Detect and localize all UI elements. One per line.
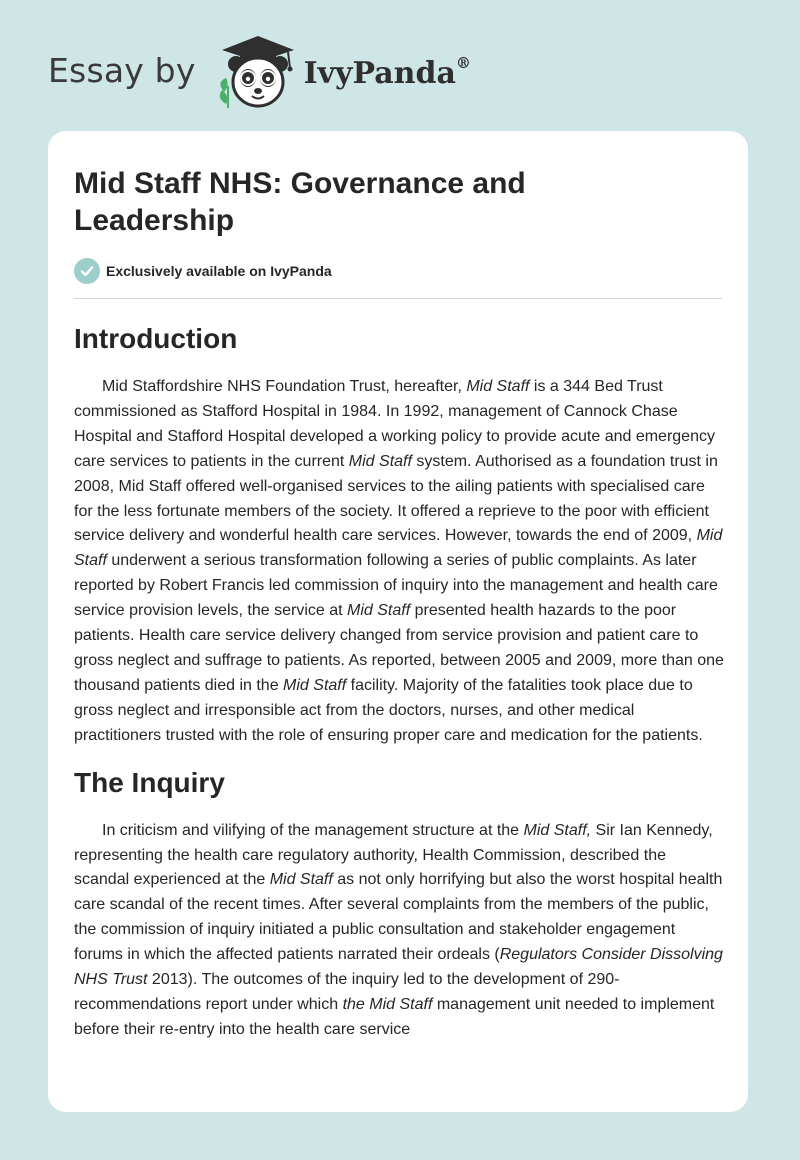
text-run: underwent a serious transformation following a series of public complaints. As later reported by Robert Francis led commission of inquiry into the management and health care service provision levels, the service at (74, 552, 718, 620)
italic-text: Mid Staff (348, 452, 412, 470)
text-run: system. Authorised as a foundation trust in 2008, Mid Staff offered well-organised services to the ailing patients with specialised care for the less fortunate members of the society. It offered a reprieve to the poor with efficient service delivery and wonderful health care services. However, towards the end of 2009, (74, 452, 718, 545)
site-header (48, 34, 508, 110)
divider (74, 298, 722, 299)
text-run: 2013). The outcomes of the inquiry led to the development of 290-recommendations report under which (74, 971, 620, 1013)
italic-text: Mid Staff, (523, 821, 592, 839)
text-run: Mid Staffordshire NHS Foundation Trust, hereafter, (102, 378, 467, 395)
section-paragraph-inquiry (74, 819, 724, 1043)
text-run: is a 344 Bed Trust commissioned as Stafford Hospital in 1984. In 1992, management of Cannock Chase Hospital and Stafford Hospital developed a working policy to provide acute and emergency care services to patients in the current (74, 378, 715, 470)
italic-text: Regulators Consider Dissolving NHS Trust (74, 946, 723, 989)
italic-text: Mid Staff (347, 602, 411, 620)
italic-text: Mid Staff (74, 527, 723, 570)
text-run: Sir Ian Kennedy, representing the health care regulatory authority, Health Commission, described the scandal experienced at the (74, 821, 713, 889)
text-run: presented health hazards to the poor patients. Health care service delivery changed from service provision and patient care to gross neglect and suffrage to patients. As reported, between 2005 and 2009, more than one thousand patients died in the (74, 602, 724, 694)
registered-mark: ® (455, 53, 471, 72)
essay-card (48, 131, 748, 1112)
text-run: management unit needed to implement before their re-entry into the health care service (74, 995, 715, 1038)
check-icon (74, 258, 100, 284)
text-run: facility. Majority of the fatalities took place due to gross neglect and irresponsible act from the doctors, nurses, and other medical practitioners trusted with the role of ensuring proper care and medication for the patients. (74, 676, 703, 744)
exclusive-badge (74, 258, 722, 284)
italic-text: Mid Staff (283, 676, 347, 694)
brand-name[interactable]: IvyPanda® (303, 53, 471, 91)
section-heading-introduction: Introduction (74, 323, 238, 354)
brand-prefix: Essay by (48, 50, 196, 90)
exclusive-badge-text: Exclusively available on IvyPanda (106, 263, 332, 279)
italic-text: Mid Staff (466, 378, 530, 395)
text-run: In criticism and vilifying of the management structure at the (102, 821, 524, 839)
italic-text: Mid Staff (269, 871, 333, 889)
italic-text: the Mid Staff (342, 995, 433, 1013)
text-run: as not only horrifying but also the worst hospital health care scandal of the recent times. After several complaints from the members of the public, the commission of inquiry initiated a public consultation and stakeholder engagement forums in which the affected patients narrated their ordeals ( (74, 871, 723, 964)
section-paragraph-introduction (74, 375, 724, 749)
page-title: Mid Staff NHS: Governance and Leadership (74, 167, 526, 237)
panda-logo-icon[interactable] (214, 34, 302, 110)
section-heading-inquiry: The Inquiry (74, 766, 225, 798)
